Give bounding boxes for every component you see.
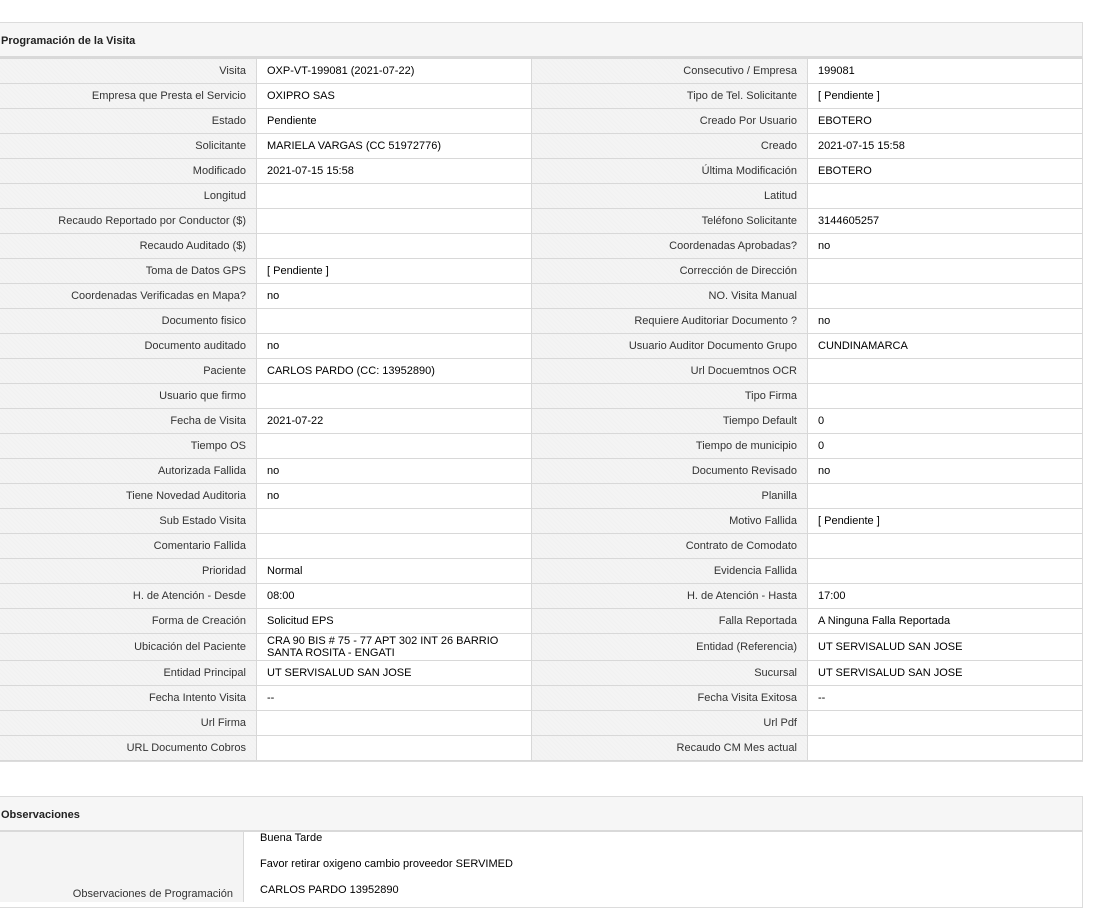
- field-label: H. de Atención - Desde: [0, 584, 257, 609]
- field-value: 08:00: [257, 584, 532, 609]
- field-value: 0: [808, 409, 1083, 434]
- field-label: Coordenadas Verificadas en Mapa?: [0, 284, 257, 309]
- field-value: no: [257, 334, 532, 359]
- field-label: Tiempo de municipio: [532, 434, 808, 459]
- field-label: Url Firma: [0, 711, 257, 736]
- field-value: 199081: [808, 59, 1083, 84]
- detail-row: [0, 309, 1083, 334]
- detail-row: [0, 59, 1083, 84]
- field-value: [257, 534, 532, 559]
- field-value: [808, 711, 1083, 736]
- field-label: Url Pdf: [532, 711, 808, 736]
- field-label: Entidad Principal: [0, 661, 257, 686]
- field-label: Estado: [0, 109, 257, 134]
- detail-row: [0, 284, 1083, 309]
- field-label: Sub Estado Visita: [0, 509, 257, 534]
- observaciones-title: Observaciones: [0, 797, 1082, 832]
- field-label: Url Docuemtnos OCR: [532, 359, 808, 384]
- field-label: Latitud: [532, 184, 808, 209]
- detail-row: [0, 184, 1083, 209]
- detail-row: [0, 484, 1083, 509]
- field-label: Teléfono Solicitante: [532, 209, 808, 234]
- detail-row: [0, 359, 1083, 384]
- field-label: Coordenadas Aprobadas?: [532, 234, 808, 259]
- field-value: [257, 434, 532, 459]
- field-value: EBOTERO: [808, 159, 1083, 184]
- field-label: Autorizada Fallida: [0, 459, 257, 484]
- field-value: [257, 384, 532, 409]
- field-label: Usuario Auditor Documento Grupo: [532, 334, 808, 359]
- field-label: Motivo Fallida: [532, 509, 808, 534]
- field-label: Fecha Intento Visita: [0, 686, 257, 711]
- field-value: --: [257, 686, 532, 711]
- field-label: Tiempo Default: [532, 409, 808, 434]
- observaciones-line: CARLOS PARDO 13952890: [260, 884, 399, 896]
- field-label: Tipo Firma: [532, 384, 808, 409]
- field-label: Creado Por Usuario: [532, 109, 808, 134]
- detail-row: [0, 209, 1083, 234]
- detail-row: [0, 509, 1083, 534]
- field-value: OXIPRO SAS: [257, 84, 532, 109]
- detail-row: [0, 459, 1083, 484]
- field-value: MARIELA VARGAS (CC 51972776): [257, 134, 532, 159]
- field-label: Documento fisico: [0, 309, 257, 334]
- detail-row: [0, 584, 1083, 609]
- field-value: [ Pendiente ]: [808, 84, 1083, 109]
- field-value: A Ninguna Falla Reportada: [808, 609, 1083, 634]
- field-value: [808, 284, 1083, 309]
- detail-row: [0, 534, 1083, 559]
- field-label: Entidad (Referencia): [532, 634, 808, 661]
- field-label: Requiere Auditoriar Documento ?: [532, 309, 808, 334]
- field-value: no: [257, 284, 532, 309]
- field-label: Ubicación del Paciente: [0, 634, 257, 661]
- observaciones-panel: [0, 796, 1083, 908]
- field-label: Tiene Novedad Auditoria: [0, 484, 257, 509]
- detail-row: [0, 259, 1083, 284]
- field-value: no: [808, 309, 1083, 334]
- field-value: [808, 184, 1083, 209]
- field-label: Solicitante: [0, 134, 257, 159]
- field-value: UT SERVISALUD SAN JOSE: [808, 634, 1083, 661]
- observaciones-label: Observaciones de Programación: [0, 832, 244, 902]
- field-value: 0: [808, 434, 1083, 459]
- field-value: [808, 259, 1083, 284]
- field-value: no: [808, 459, 1083, 484]
- detail-row: [0, 134, 1083, 159]
- detail-row: [0, 334, 1083, 359]
- field-label: URL Documento Cobros: [0, 736, 257, 761]
- field-label: Documento auditado: [0, 334, 257, 359]
- detail-row: [0, 159, 1083, 184]
- field-value: Solicitud EPS: [257, 609, 532, 634]
- field-value: [ Pendiente ]: [257, 259, 532, 284]
- field-label: Empresa que Presta el Servicio: [0, 84, 257, 109]
- field-value: [257, 234, 532, 259]
- field-value: [808, 736, 1083, 761]
- observaciones-line: Favor retirar oxigeno cambio proveedor SERVIMED: [260, 858, 513, 870]
- field-label: Recaudo Reportado por Conductor ($): [0, 209, 257, 234]
- field-label: Creado: [532, 134, 808, 159]
- field-label: Falla Reportada: [532, 609, 808, 634]
- field-label: Visita: [0, 59, 257, 84]
- field-value: [257, 509, 532, 534]
- field-label: Evidencia Fallida: [532, 559, 808, 584]
- detail-row: [0, 711, 1083, 736]
- field-label: Documento Revisado: [532, 459, 808, 484]
- detail-row: [0, 84, 1083, 109]
- field-value: no: [808, 234, 1083, 259]
- field-label: NO. Visita Manual: [532, 284, 808, 309]
- field-label: Forma de Creación: [0, 609, 257, 634]
- field-label: Toma de Datos GPS: [0, 259, 257, 284]
- field-value: no: [257, 459, 532, 484]
- programacion-title: Programación de la Visita: [0, 23, 1082, 58]
- field-value: 2021-07-15 15:58: [808, 134, 1083, 159]
- field-value: [808, 559, 1083, 584]
- field-label: Contrato de Comodato: [532, 534, 808, 559]
- field-label: Prioridad: [0, 559, 257, 584]
- field-value: no: [257, 484, 532, 509]
- field-value: [808, 484, 1083, 509]
- field-value: 2021-07-15 15:58: [257, 159, 532, 184]
- field-label: Modificado: [0, 159, 257, 184]
- field-value: EBOTERO: [808, 109, 1083, 134]
- field-label: Tiempo OS: [0, 434, 257, 459]
- field-value: UT SERVISALUD SAN JOSE: [257, 661, 532, 686]
- field-value: [808, 359, 1083, 384]
- detail-row: [0, 109, 1083, 134]
- field-label: Tipo de Tel. Solicitante: [532, 84, 808, 109]
- field-value: CUNDINAMARCA: [808, 334, 1083, 359]
- field-value: Pendiente: [257, 109, 532, 134]
- field-value: 2021-07-22: [257, 409, 532, 434]
- field-value: --: [808, 686, 1083, 711]
- programacion-panel: [0, 22, 1083, 762]
- field-value: UT SERVISALUD SAN JOSE: [808, 661, 1083, 686]
- field-label: Comentario Fallida: [0, 534, 257, 559]
- field-value: 17:00: [808, 584, 1083, 609]
- detail-row: [0, 661, 1083, 686]
- detail-row: [0, 434, 1083, 459]
- field-label: Paciente: [0, 359, 257, 384]
- field-value: [257, 309, 532, 334]
- field-value: [257, 209, 532, 234]
- field-value: [808, 534, 1083, 559]
- field-value: [257, 184, 532, 209]
- detail-row: [0, 559, 1083, 584]
- detail-row: [0, 736, 1083, 761]
- detail-row: [0, 409, 1083, 434]
- field-label: Fecha Visita Exitosa: [532, 686, 808, 711]
- field-label: Sucursal: [532, 661, 808, 686]
- field-label: Última Modificación: [532, 159, 808, 184]
- detail-row: [0, 609, 1083, 634]
- field-label: Recaudo CM Mes actual: [532, 736, 808, 761]
- field-label: Recaudo Auditado ($): [0, 234, 257, 259]
- detail-row: [0, 634, 1083, 661]
- field-value: OXP-VT-199081 (2021-07-22): [257, 59, 532, 84]
- field-label: H. de Atención - Hasta: [532, 584, 808, 609]
- field-value: [ Pendiente ]: [808, 509, 1083, 534]
- field-value: CRA 90 BIS # 75 - 77 APT 302 INT 26 BARRIO SANTA ROSITA - ENGATI: [257, 634, 532, 661]
- field-label: Longitud: [0, 184, 257, 209]
- observaciones-text: [244, 832, 513, 902]
- field-value: 3144605257: [808, 209, 1083, 234]
- detail-row: [0, 234, 1083, 259]
- field-label: Corrección de Dirección: [532, 259, 808, 284]
- field-value: [808, 384, 1083, 409]
- field-label: Planilla: [532, 484, 808, 509]
- observaciones-row: [0, 832, 1082, 902]
- field-label: Fecha de Visita: [0, 409, 257, 434]
- field-label: Consecutivo / Empresa: [532, 59, 808, 84]
- detail-row: [0, 686, 1083, 711]
- field-value: Normal: [257, 559, 532, 584]
- programacion-table: [0, 58, 1083, 761]
- field-value: [257, 711, 532, 736]
- field-value: CARLOS PARDO (CC: 13952890): [257, 359, 532, 384]
- field-label: Usuario que firmo: [0, 384, 257, 409]
- detail-row: [0, 384, 1083, 409]
- observaciones-line: Buena Tarde: [260, 832, 323, 844]
- field-value: [257, 736, 532, 761]
